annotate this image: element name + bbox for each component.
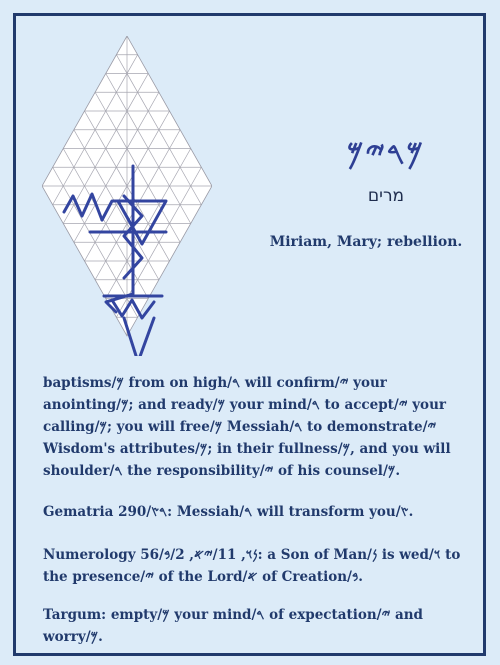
entry-card (13, 13, 486, 656)
targum-paragraph: Targum: empty/𐤌 your mind/𐤓 of expectation/𐤉 and worry/𐤌. (43, 607, 423, 645)
interpretation-paragraph: baptisms/𐤌 from on high/𐤓 will confirm/𐤉 your anointing/𐤌; and ready/𐤌 your mind/𐤓 to accept/𐤉 your calling/𐤌; you will free/𐤌 Messiah/𐤓 to demonstrate/𐤉 Wisdom's attributes/𐤌; in their fullness/𐤌, and you will shoulder/𐤓 the responsibility/𐤉 of his counsel/𐤌. (43, 375, 451, 479)
diamond-gridlines (42, 36, 212, 336)
hebrew-word: מרים (367, 186, 405, 206)
gematria-paragraph: Gematria 290/𐤓𐤑: Messiah/𐤓 will transform you/𐤑. (43, 504, 414, 520)
paleo-hebrew-word: 𐤌𐤓𐤉𐤌 (346, 136, 426, 171)
numerology-paragraph: Numerology 56/𐤍𐤅, 11/𐤉𐤀, 2/𐤁: a Son of Man/𐤍 is wed/𐤅 to the presence/𐤉 of the Lord/𐤀 of Creation/𐤁. (43, 547, 461, 585)
letter-grid-diagram (42, 36, 212, 356)
word-gloss: Miriam, Mary; rebellion. (269, 234, 463, 250)
